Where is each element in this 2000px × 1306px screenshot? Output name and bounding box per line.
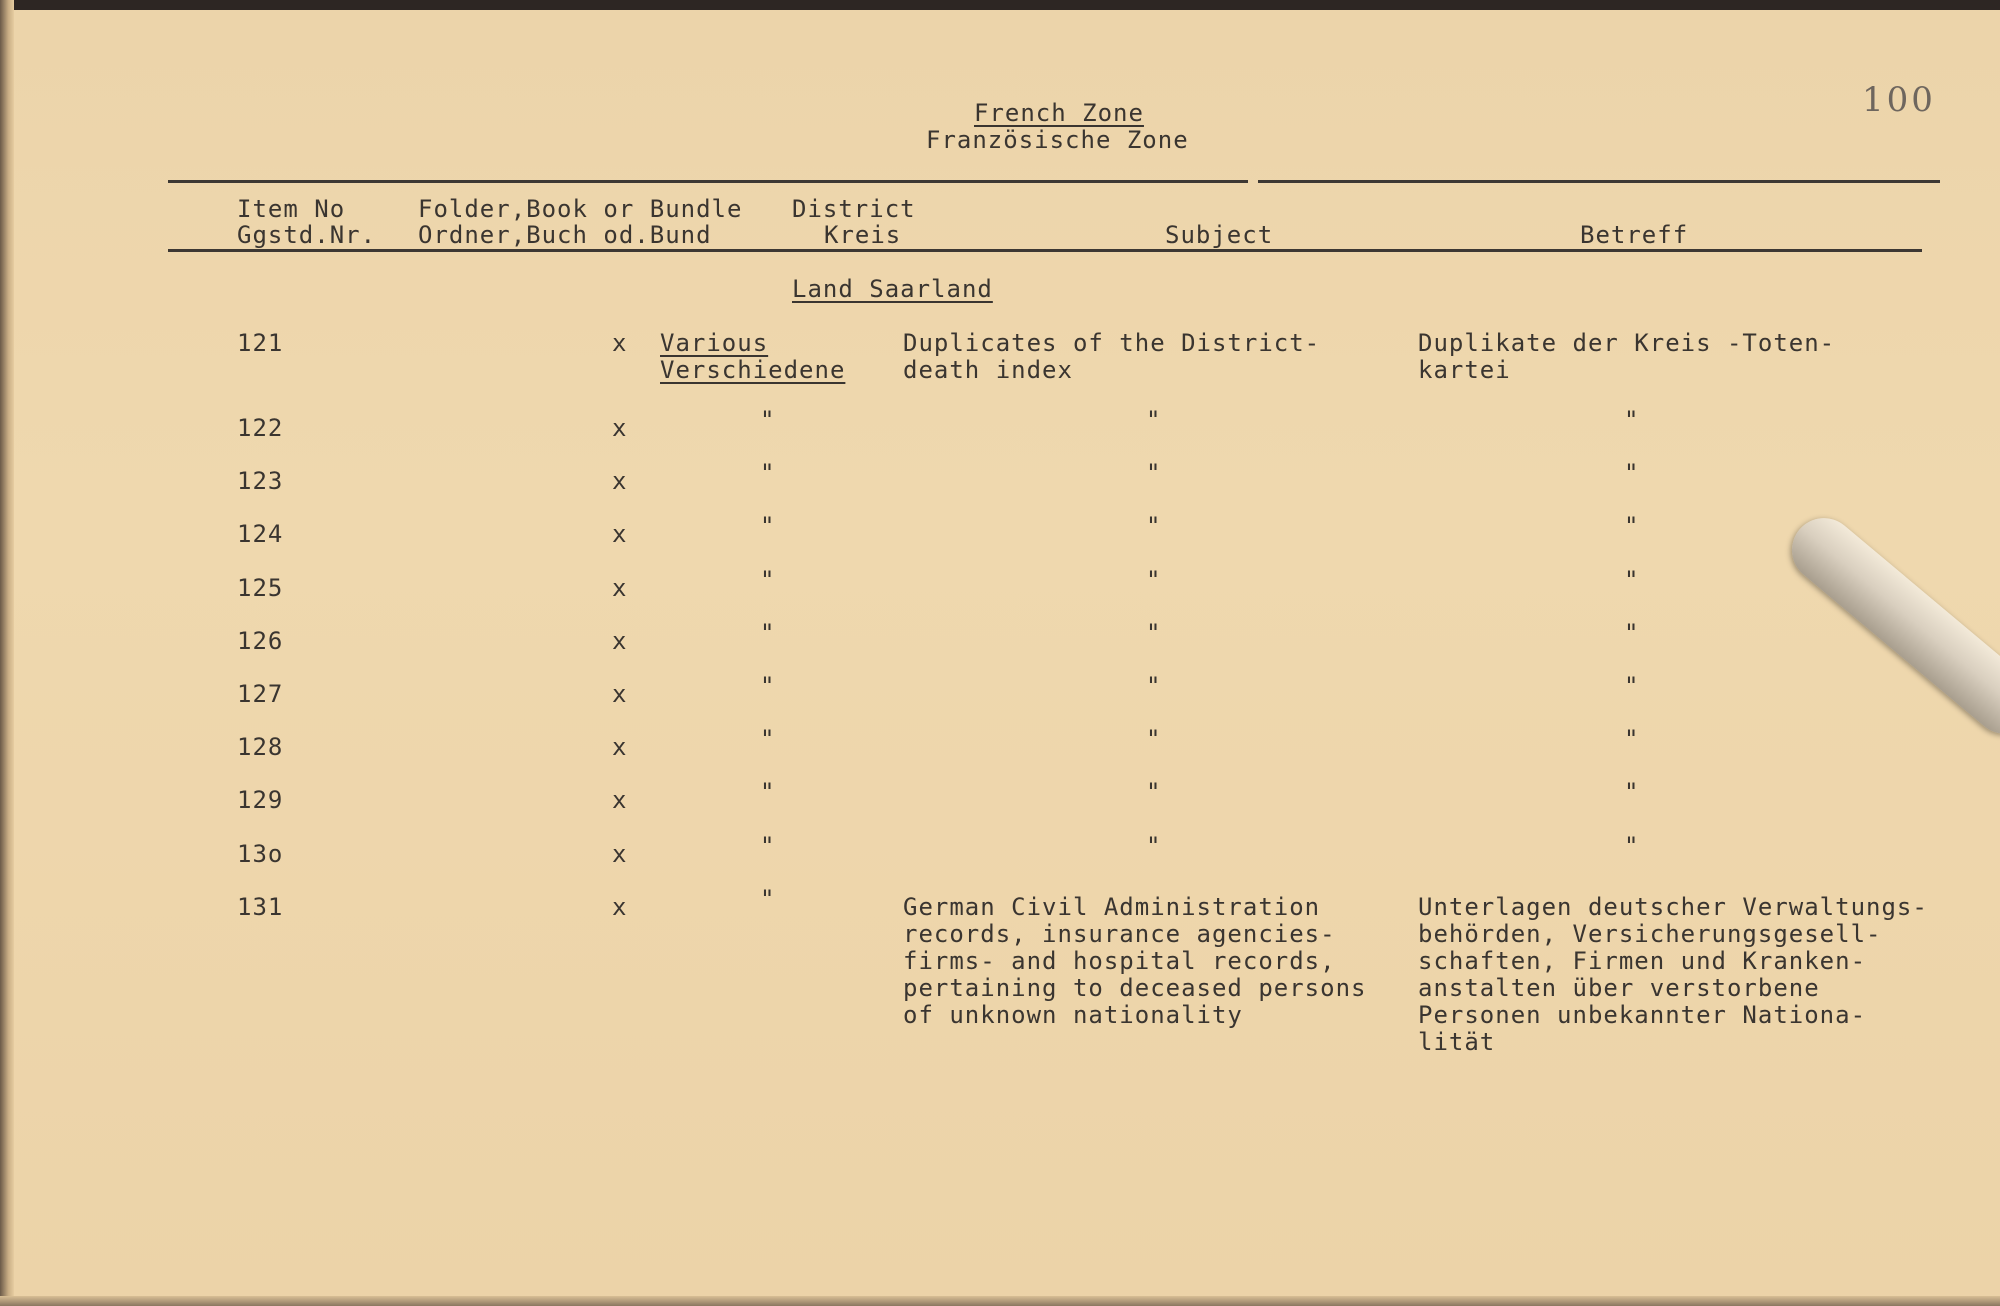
folder-mark: x: [612, 627, 628, 655]
betreff-line: kartei: [1418, 356, 1511, 384]
folder-mark: x: [612, 329, 628, 357]
betreff-ditto-mark: ": [1624, 566, 1640, 594]
subject-ditto-mark: ": [1146, 459, 1162, 487]
betreff-ditto-mark: ": [1624, 512, 1640, 540]
col-header-subject: Subject: [1165, 221, 1274, 249]
item-number: 13o: [237, 840, 284, 868]
item-number: 128: [237, 733, 284, 761]
title-english: French Zone: [974, 99, 1144, 127]
district-ditto-mark: ": [760, 672, 776, 700]
subject-ditto-mark: ": [1146, 566, 1162, 594]
item-number: 122: [237, 414, 284, 442]
subject-line: of unknown nationality: [903, 1001, 1243, 1029]
item-number: 127: [237, 680, 284, 708]
betreff-line: lität: [1418, 1028, 1496, 1056]
district-ditto-mark: ": [760, 832, 776, 860]
header-rule-top-left: [168, 180, 1248, 183]
section-heading: Land Saarland: [792, 275, 993, 303]
col-header-folder-en: Folder,Book or Bundle: [418, 195, 743, 223]
subject-ditto-mark: ": [1146, 778, 1162, 806]
page-number: 100: [1862, 80, 1936, 120]
page-clip-tool: [1779, 505, 2000, 747]
folder-mark: x: [612, 414, 628, 442]
district-ditto-mark: ": [760, 885, 776, 913]
betreff-ditto-mark: ": [1624, 619, 1640, 647]
title-german: Französische Zone: [926, 126, 1189, 154]
col-header-betreff: Betreff: [1580, 221, 1689, 249]
betreff-ditto-mark: ": [1624, 725, 1640, 753]
subject-line: records, insurance agencies-: [903, 920, 1336, 948]
folder-mark: x: [612, 520, 628, 548]
subject-ditto-mark: ": [1146, 725, 1162, 753]
header-rule-bottom: [168, 249, 1922, 252]
betreff-ditto-mark: ": [1624, 672, 1640, 700]
district-line: Verschiedene: [660, 356, 846, 384]
folder-mark: x: [612, 680, 628, 708]
col-header-item-de: Ggstd.Nr.: [237, 221, 377, 249]
subject-ditto-mark: ": [1146, 619, 1162, 647]
betreff-line: anstalten über verstorbene: [1418, 974, 1820, 1002]
district-ditto-mark: ": [760, 406, 776, 434]
betreff-ditto-mark: ": [1624, 406, 1640, 434]
folder-mark: x: [612, 893, 628, 921]
district-ditto-mark: ": [760, 619, 776, 647]
betreff-ditto-mark: ": [1624, 459, 1640, 487]
betreff-ditto-mark: ": [1624, 778, 1640, 806]
betreff-line: Personen unbekannter Nationa-: [1418, 1001, 1867, 1029]
subject-ditto-mark: ": [1146, 832, 1162, 860]
district-ditto-mark: ": [760, 566, 776, 594]
district-ditto-mark: ": [760, 459, 776, 487]
district-line: Various: [660, 329, 769, 357]
subject-line: pertaining to deceased persons: [903, 974, 1367, 1002]
binding-edge: [0, 0, 14, 1306]
betreff-line: Duplikate der Kreis -Toten-: [1418, 329, 1836, 357]
folder-mark: x: [612, 733, 628, 761]
item-number: 124: [237, 520, 284, 548]
subject-ditto-mark: ": [1146, 672, 1162, 700]
folder-mark: x: [612, 467, 628, 495]
subject-line: Duplicates of the District-: [903, 329, 1321, 357]
subject-line: German Civil Administration: [903, 893, 1321, 921]
district-ditto-mark: ": [760, 778, 776, 806]
betreff-ditto-mark: ": [1624, 832, 1640, 860]
folder-mark: x: [612, 574, 628, 602]
scan-top-edge: [0, 0, 2000, 10]
subject-line: death index: [903, 356, 1073, 384]
folder-mark: x: [612, 840, 628, 868]
subject-ditto-mark: ": [1146, 406, 1162, 434]
district-ditto-mark: ": [760, 725, 776, 753]
scan-bottom-edge: [0, 1296, 2000, 1306]
subject-ditto-mark: ": [1146, 512, 1162, 540]
item-number: 121: [237, 329, 284, 357]
betreff-line: Unterlagen deutscher Verwaltungs-: [1418, 893, 1928, 921]
district-ditto-mark: ": [760, 512, 776, 540]
item-number: 125: [237, 574, 284, 602]
item-number: 123: [237, 467, 284, 495]
betreff-line: schaften, Firmen und Kranken-: [1418, 947, 1867, 975]
item-number: 131: [237, 893, 284, 921]
item-number: 129: [237, 786, 284, 814]
col-header-folder-de: Ordner,Buch od.Bund: [418, 221, 712, 249]
item-number: 126: [237, 627, 284, 655]
betreff-line: behörden, Versicherungsgesell-: [1418, 920, 1882, 948]
header-rule-top-right: [1258, 180, 1940, 183]
subject-line: firms- and hospital records,: [903, 947, 1336, 975]
col-header-district-en: District: [792, 195, 916, 223]
col-header-district-de: Kreis: [824, 221, 902, 249]
folder-mark: x: [612, 786, 628, 814]
col-header-item-en: Item No: [237, 195, 346, 223]
